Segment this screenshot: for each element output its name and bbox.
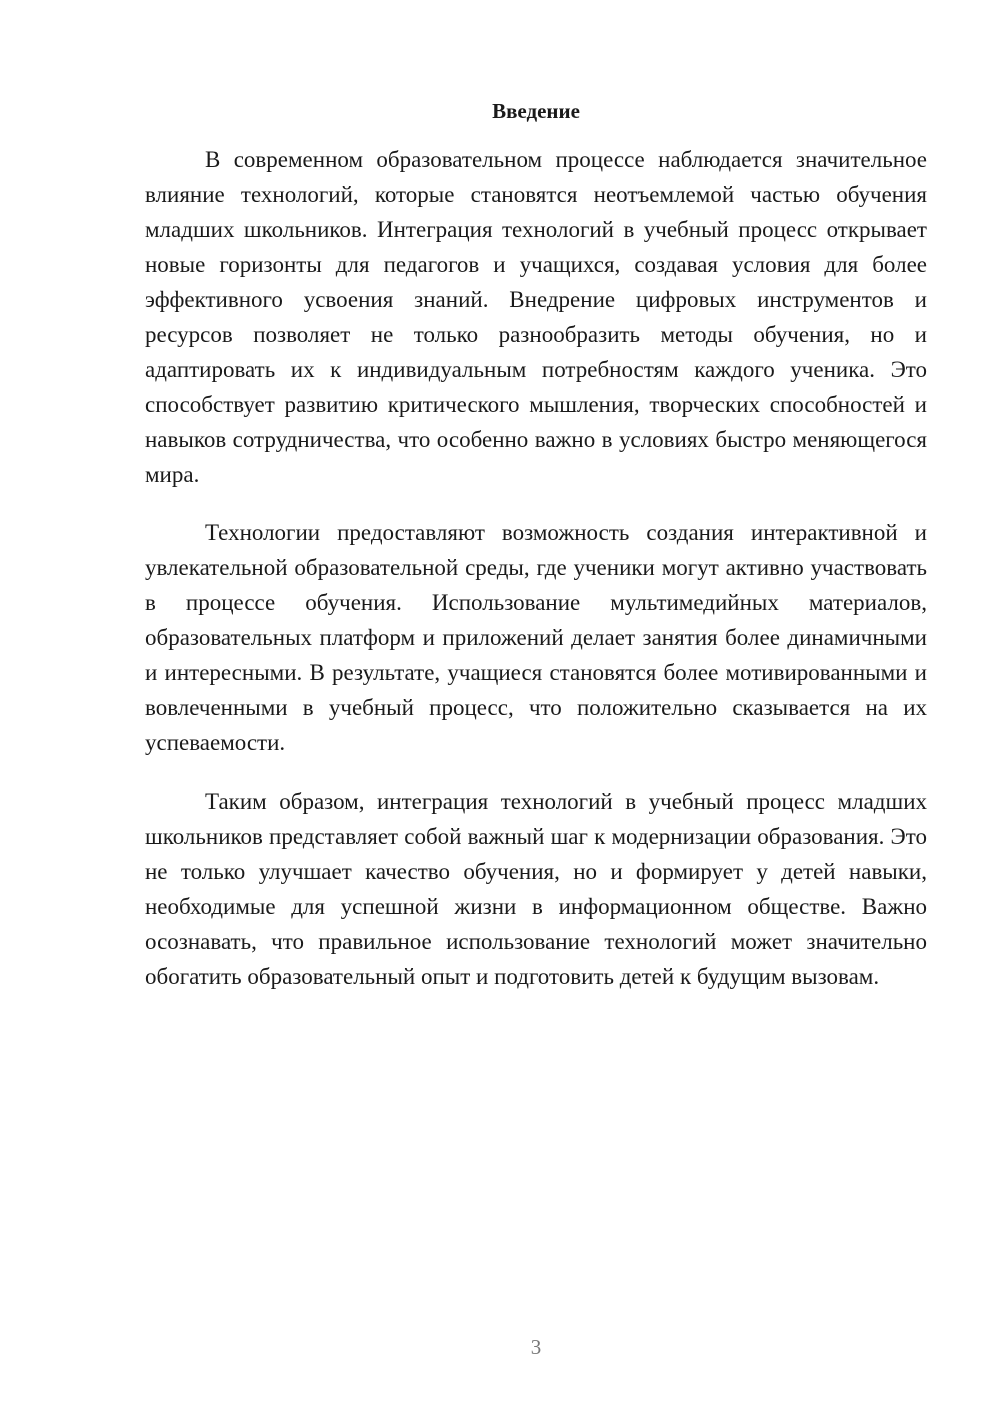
paragraph-2: Технологии предоставляют возможность создания интерактивной и увлекательной образовательной среды, где ученики могут активно участвовать в процессе обучения. Использование мультимедийных материалов, образовательных платформ и приложений делает занятия более динамичными и интересными. В результате, учащиеся становятся более мотивированными и вовлеченными в учебный процесс, что положительно сказывается на их успеваемости.	[145, 520, 927, 755]
section-heading: Введение	[492, 99, 580, 123]
paragraph-3: Таким образом, интеграция технологий в учебный процесс младших школьников представляет собой важный шаг к модернизации образования. Это не только улучшает качество обучения, но и формирует у детей навыки, необходимые для успешной жизни в информационном обществе. Важно осознавать, что правильное использование технологий может значительно обогатить образовательный опыт и подготовить детей к будущим вызовам.	[145, 789, 927, 989]
page-number: 3	[530, 1335, 542, 1359]
paragraph-1: В современном образовательном процессе наблюдается значительное влияние технологий, которые становятся неотъемлемой частью обучения младших школьников. Интеграция технологий в учебный процесс открывает новые горизонты для педагогов и учащихся, создавая условия для более эффективного усвоения знаний. Внедрение цифровых инструментов и ресурсов позволяет не только разнообразить методы обучения, но и адаптировать их к индивидуальным потребностям каждого ученика. Это способствует развитию критического мышления, творческих способностей и навыков сотрудничества, что особенно важно в условиях быстро меняющегося мира.	[145, 147, 927, 487]
